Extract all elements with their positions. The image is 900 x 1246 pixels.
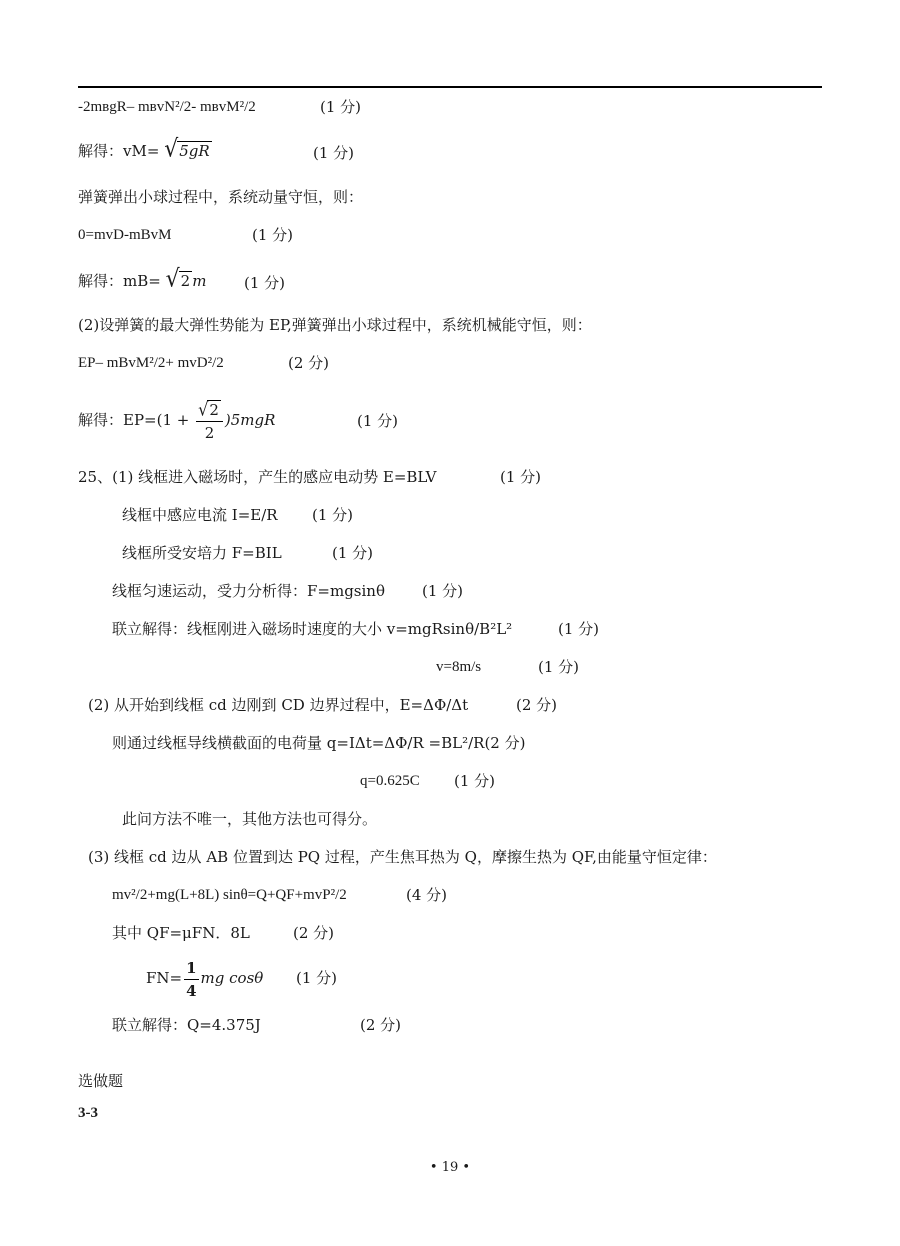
score: (4 分) — [406, 886, 448, 904]
velocity-value: v=8m/s — [436, 659, 482, 675]
q25-part1: 25、(1) 线框进入磁场时，产生的感应电动势 E=BLV — [78, 468, 437, 486]
fraction-numerator — [196, 399, 223, 422]
radicand: 2 — [180, 272, 191, 290]
friction-heat: 其中 QF=μFN．8L — [112, 924, 250, 942]
q25-part2: (2) 从开始到线框 cd 边刚到 CD 边界过程中，E=ΔΦ/Δt — [88, 696, 469, 714]
energy-conservation-eq: mv²/2+mg(L+8L) sinθ=Q+QF+mvP²/2 — [112, 887, 347, 903]
page-number: • 19 • — [429, 1160, 471, 1175]
normal-force-tail: mg cosθ — [200, 969, 264, 987]
uniform-motion: 线框匀速运动，受力分析得：F=mgsinθ — [112, 582, 385, 600]
solve-ep — [78, 397, 275, 444]
section-3-3: 3-3 — [78, 1105, 98, 1121]
normal-force — [146, 955, 263, 1002]
solve-ep-tail: )5mgR — [224, 411, 276, 429]
fraction-numerator: 1 — [184, 957, 198, 980]
score: (2 分) — [516, 696, 558, 714]
score: (2 分) — [360, 1016, 402, 1034]
sqrt-icon: √ — [164, 135, 179, 164]
solve-vm — [78, 135, 212, 164]
sqrt-icon: √ — [165, 265, 180, 294]
score: (2 分) — [293, 924, 335, 942]
induced-current: 线框中感应电流 I=E/R — [122, 506, 278, 524]
q25-part3: (3) 线框 cd 边从 AB 位置到达 PQ 过程，产生焦耳热为 Q，摩擦生热为 QF,由能量守恒定律： — [88, 848, 717, 866]
fraction — [196, 399, 223, 444]
score: (1 分) — [312, 506, 354, 524]
solve-ep-label: 解得：EP=(1 + — [78, 411, 190, 429]
elective-heading: 选做题 — [78, 1072, 124, 1090]
score: (1 分) — [313, 144, 355, 162]
score: (1 分) — [454, 772, 496, 790]
fraction-denominator: 2 — [204, 423, 215, 442]
radicand: 2 — [209, 400, 219, 419]
score: (1 分) — [296, 969, 338, 987]
part2-text: (2)设弹簧的最大弹性势能为 EP,弹簧弹出小球过程中，系统机械能守恒，则： — [78, 316, 592, 334]
mass-symbol: m — [192, 272, 207, 290]
momentum-text: 弹簧弹出小球过程中，系统动量守恒，则： — [78, 188, 364, 206]
score: (2 分) — [288, 354, 330, 372]
eq-momentum: 0=mvD-mBvM — [78, 227, 172, 243]
ampere-force: 线框所受安培力 F=BIL — [122, 544, 282, 562]
sqrt-icon: √ — [198, 398, 209, 420]
score: (1 分) — [332, 544, 374, 562]
method-note: 此问方法不唯一，其他方法也可得分。 — [122, 810, 378, 828]
final-result: 联立解得：Q=4.375J — [112, 1016, 261, 1034]
score: (1 分) — [558, 620, 600, 638]
fraction-denominator: 4 — [186, 981, 197, 1000]
score: (1 分) — [357, 412, 399, 430]
velocity-formula: 联立解得：线框刚进入磁场时速度的大小 v=mgRsinθ/B²L² — [112, 620, 513, 638]
solve-mb — [78, 265, 207, 294]
solve-mb-label: 解得：mB= — [78, 272, 161, 290]
eq-energy-line: -2mʙgR– mʙvN²/2- mʙvM²/2 — [78, 99, 256, 115]
radicand: 5gR — [179, 142, 210, 160]
score: (1 分) — [538, 658, 580, 676]
solve-vm-label: 解得：vM= — [78, 142, 160, 160]
score: (1 分) — [252, 226, 294, 244]
eq-mech-energy: EP– mBvM²/2+ mvD²/2 — [78, 355, 224, 371]
charge-formula: 则通过线框导线横截面的电荷量 q=IΔt=ΔΦ/R =BL²/R(2 分) — [112, 734, 526, 752]
normal-force-label: FN= — [146, 969, 183, 987]
score: (1 分) — [422, 582, 464, 600]
score: (1 分) — [244, 274, 286, 292]
charge-value: q=0.625C — [360, 773, 420, 789]
header-rule — [78, 86, 822, 88]
score: (1 分) — [500, 468, 542, 486]
fraction — [184, 957, 198, 1002]
score: (1 分) — [320, 98, 362, 116]
